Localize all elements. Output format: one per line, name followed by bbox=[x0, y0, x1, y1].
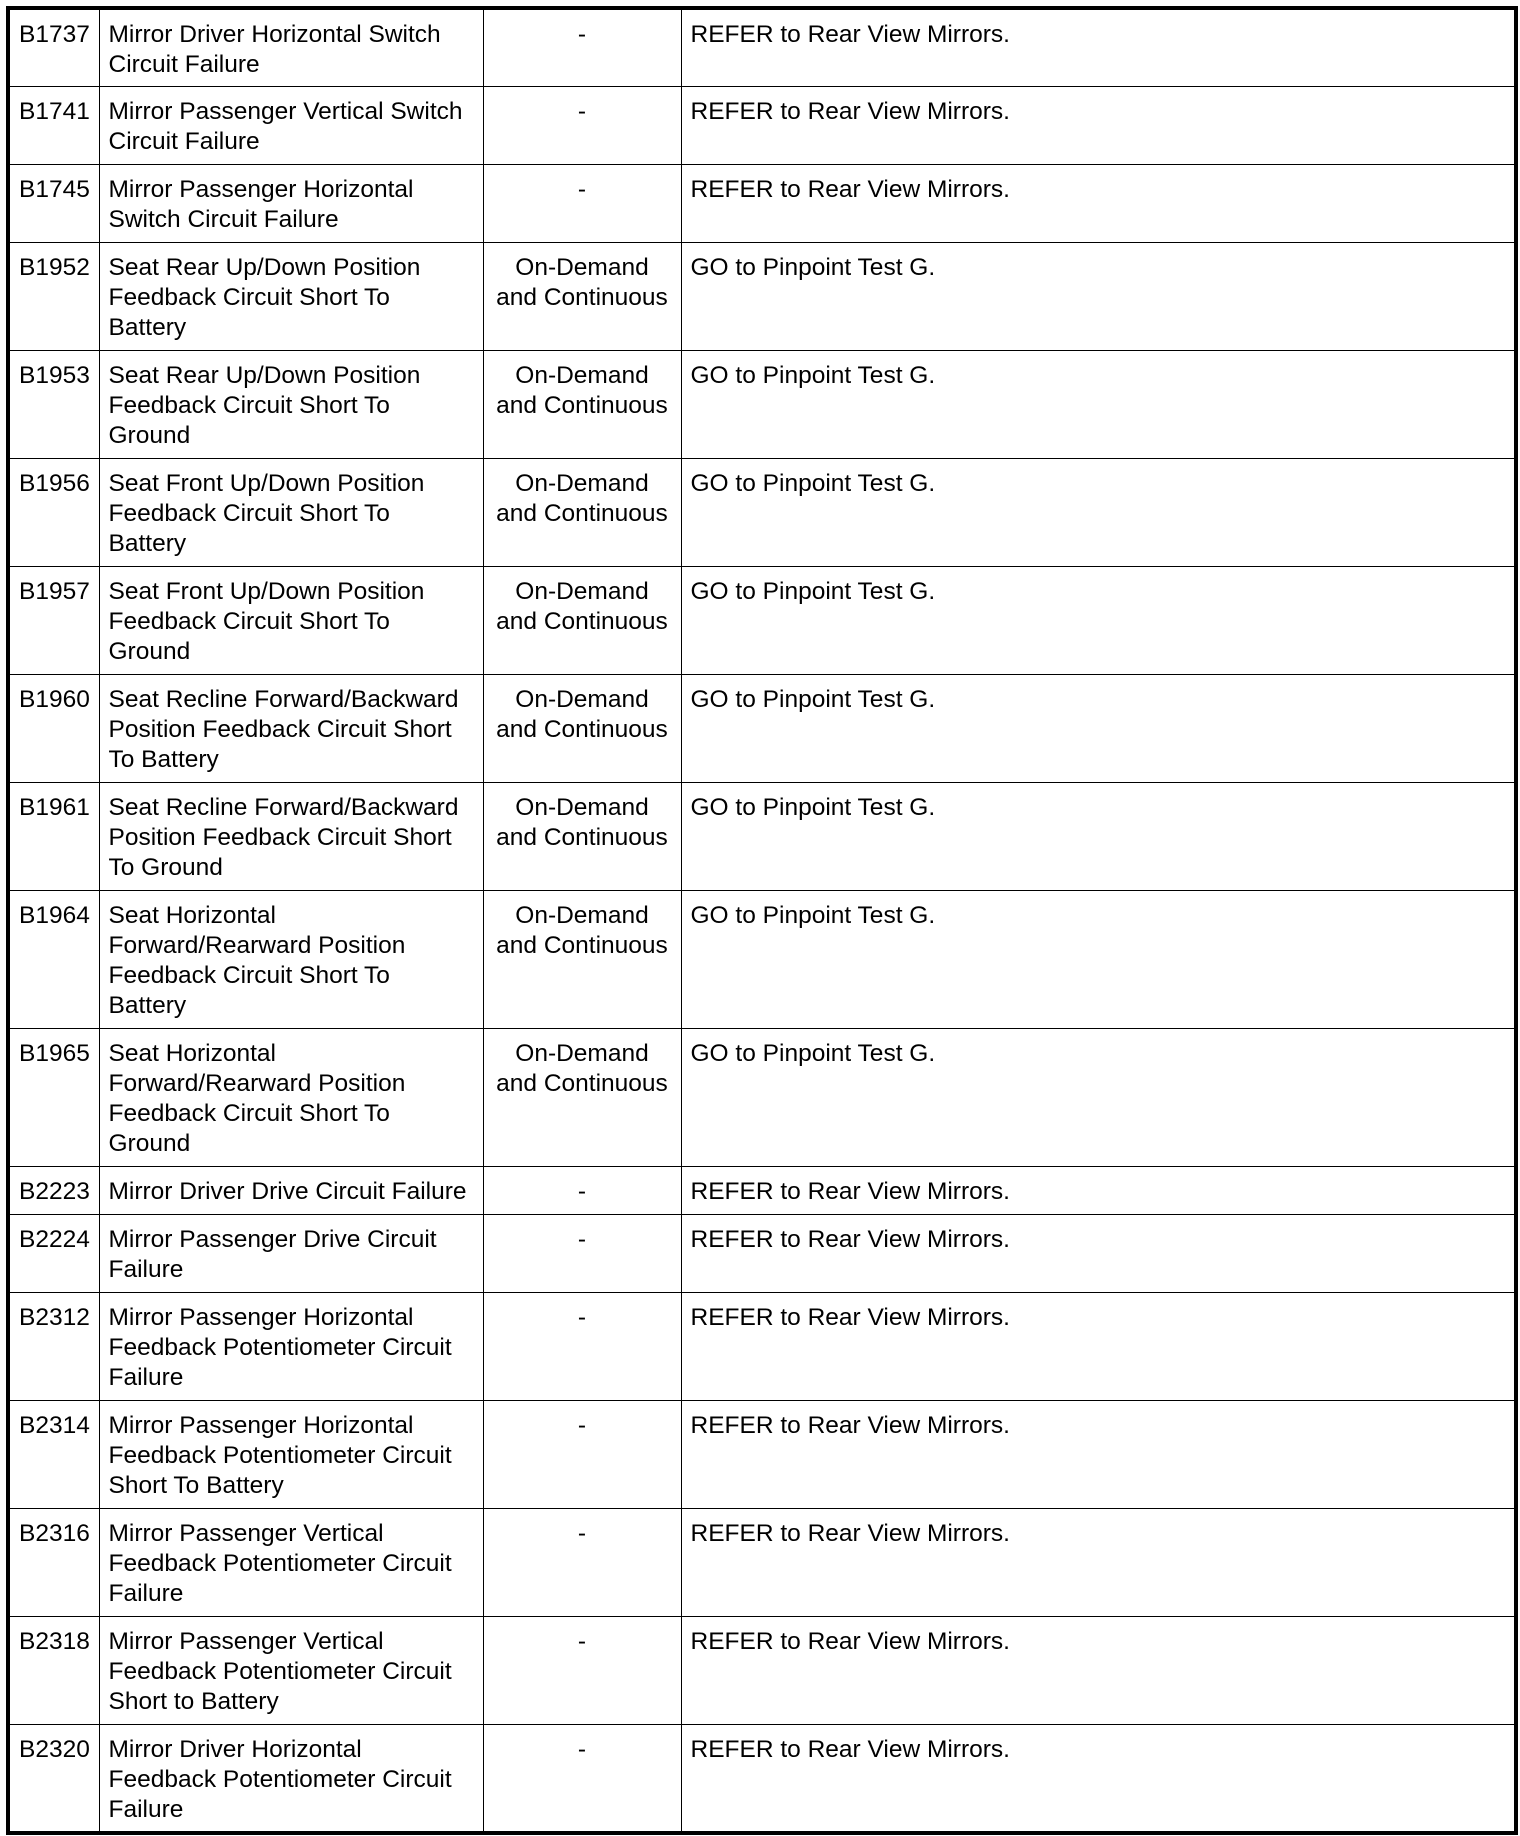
dtc-description-cell: Mirror Passenger Vertical Feedback Potentiometer Circuit Failure bbox=[99, 1509, 483, 1617]
dtc-code-cell: B1964 bbox=[8, 891, 99, 1029]
dtc-action-cell: GO to Pinpoint Test G. bbox=[681, 459, 1516, 567]
dtc-description-cell: Mirror Passenger Vertical Switch Circuit Failure bbox=[99, 87, 483, 165]
dtc-description-cell: Mirror Driver Horizontal Feedback Potentiometer Circuit Failure bbox=[99, 1725, 483, 1834]
dtc-condition-cell: On-Demand and Continuous bbox=[483, 1029, 681, 1167]
table-row bbox=[8, 1725, 1516, 1834]
dtc-condition-cell: On-Demand and Continuous bbox=[483, 783, 681, 891]
table-row bbox=[8, 351, 1516, 459]
dtc-description-cell: Seat Front Up/Down Position Feedback Circuit Short To Ground bbox=[99, 567, 483, 675]
table-row bbox=[8, 87, 1516, 165]
dtc-condition-cell: - bbox=[483, 1509, 681, 1617]
dtc-condition-cell: On-Demand and Continuous bbox=[483, 567, 681, 675]
table-row bbox=[8, 1509, 1516, 1617]
dtc-code-cell: B1745 bbox=[8, 165, 99, 243]
dtc-condition-cell: - bbox=[483, 1293, 681, 1401]
dtc-description-cell: Seat Horizontal Forward/Rearward Position Feedback Circuit Short To Ground bbox=[99, 1029, 483, 1167]
dtc-code-cell: B1953 bbox=[8, 351, 99, 459]
dtc-table-body bbox=[8, 8, 1516, 1833]
dtc-code-cell: B2224 bbox=[8, 1215, 99, 1293]
table-row bbox=[8, 165, 1516, 243]
dtc-action-cell: GO to Pinpoint Test G. bbox=[681, 783, 1516, 891]
dtc-action-cell: REFER to Rear View Mirrors. bbox=[681, 1293, 1516, 1401]
table-row bbox=[8, 459, 1516, 567]
dtc-code-cell: B1956 bbox=[8, 459, 99, 567]
dtc-condition-cell: On-Demand and Continuous bbox=[483, 351, 681, 459]
dtc-description-cell: Seat Rear Up/Down Position Feedback Circuit Short To Ground bbox=[99, 351, 483, 459]
table-row bbox=[8, 8, 1516, 87]
dtc-action-cell: GO to Pinpoint Test G. bbox=[681, 243, 1516, 351]
dtc-condition-cell: On-Demand and Continuous bbox=[483, 891, 681, 1029]
dtc-condition-cell: - bbox=[483, 1725, 681, 1834]
dtc-description-cell: Seat Rear Up/Down Position Feedback Circuit Short To Battery bbox=[99, 243, 483, 351]
dtc-code-cell: B2316 bbox=[8, 1509, 99, 1617]
table-row bbox=[8, 567, 1516, 675]
dtc-description-cell: Mirror Driver Horizontal Switch Circuit Failure bbox=[99, 8, 483, 87]
dtc-condition-cell: - bbox=[483, 8, 681, 87]
dtc-action-cell: REFER to Rear View Mirrors. bbox=[681, 165, 1516, 243]
dtc-code-cell: B1965 bbox=[8, 1029, 99, 1167]
dtc-table bbox=[6, 6, 1518, 1835]
dtc-action-cell: REFER to Rear View Mirrors. bbox=[681, 8, 1516, 87]
dtc-code-cell: B1960 bbox=[8, 675, 99, 783]
dtc-description-cell: Seat Front Up/Down Position Feedback Circuit Short To Battery bbox=[99, 459, 483, 567]
dtc-condition-cell: - bbox=[483, 165, 681, 243]
table-row bbox=[8, 1401, 1516, 1509]
dtc-action-cell: GO to Pinpoint Test G. bbox=[681, 1029, 1516, 1167]
table-row bbox=[8, 1029, 1516, 1167]
dtc-action-cell: REFER to Rear View Mirrors. bbox=[681, 87, 1516, 165]
dtc-action-cell: GO to Pinpoint Test G. bbox=[681, 891, 1516, 1029]
dtc-code-cell: B1952 bbox=[8, 243, 99, 351]
dtc-description-cell: Mirror Passenger Vertical Feedback Potentiometer Circuit Short to Battery bbox=[99, 1617, 483, 1725]
table-row bbox=[8, 675, 1516, 783]
table-row bbox=[8, 1293, 1516, 1401]
table-row bbox=[8, 1617, 1516, 1725]
dtc-condition-cell: - bbox=[483, 87, 681, 165]
dtc-description-cell: Mirror Passenger Horizontal Feedback Potentiometer Circuit Short To Battery bbox=[99, 1401, 483, 1509]
dtc-action-cell: REFER to Rear View Mirrors. bbox=[681, 1509, 1516, 1617]
dtc-condition-cell: On-Demand and Continuous bbox=[483, 459, 681, 567]
table-row bbox=[8, 243, 1516, 351]
dtc-code-cell: B1957 bbox=[8, 567, 99, 675]
dtc-description-cell: Mirror Driver Drive Circuit Failure bbox=[99, 1167, 483, 1215]
dtc-action-cell: REFER to Rear View Mirrors. bbox=[681, 1725, 1516, 1834]
dtc-description-cell: Seat Recline Forward/Backward Position Feedback Circuit Short To Battery bbox=[99, 675, 483, 783]
dtc-action-cell: GO to Pinpoint Test G. bbox=[681, 567, 1516, 675]
dtc-condition-cell: - bbox=[483, 1215, 681, 1293]
dtc-action-cell: REFER to Rear View Mirrors. bbox=[681, 1617, 1516, 1725]
table-row bbox=[8, 1167, 1516, 1215]
dtc-description-cell: Mirror Passenger Horizontal Switch Circuit Failure bbox=[99, 165, 483, 243]
dtc-code-cell: B2312 bbox=[8, 1293, 99, 1401]
dtc-code-cell: B2318 bbox=[8, 1617, 99, 1725]
dtc-description-cell: Seat Horizontal Forward/Rearward Position Feedback Circuit Short To Battery bbox=[99, 891, 483, 1029]
dtc-code-cell: B1961 bbox=[8, 783, 99, 891]
dtc-description-cell: Seat Recline Forward/Backward Position Feedback Circuit Short To Ground bbox=[99, 783, 483, 891]
table-row bbox=[8, 783, 1516, 891]
dtc-action-cell: REFER to Rear View Mirrors. bbox=[681, 1167, 1516, 1215]
dtc-description-cell: Mirror Passenger Horizontal Feedback Potentiometer Circuit Failure bbox=[99, 1293, 483, 1401]
dtc-description-cell: Mirror Passenger Drive Circuit Failure bbox=[99, 1215, 483, 1293]
dtc-condition-cell: - bbox=[483, 1401, 681, 1509]
dtc-code-cell: B2320 bbox=[8, 1725, 99, 1834]
dtc-code-cell: B1737 bbox=[8, 8, 99, 87]
dtc-code-cell: B1741 bbox=[8, 87, 99, 165]
dtc-condition-cell: - bbox=[483, 1617, 681, 1725]
dtc-condition-cell: On-Demand and Continuous bbox=[483, 675, 681, 783]
dtc-action-cell: REFER to Rear View Mirrors. bbox=[681, 1401, 1516, 1509]
table-row bbox=[8, 1215, 1516, 1293]
table-row bbox=[8, 891, 1516, 1029]
dtc-action-cell: REFER to Rear View Mirrors. bbox=[681, 1215, 1516, 1293]
dtc-code-cell: B2314 bbox=[8, 1401, 99, 1509]
dtc-condition-cell: On-Demand and Continuous bbox=[483, 243, 681, 351]
dtc-action-cell: GO to Pinpoint Test G. bbox=[681, 351, 1516, 459]
dtc-code-cell: B2223 bbox=[8, 1167, 99, 1215]
dtc-condition-cell: - bbox=[483, 1167, 681, 1215]
dtc-action-cell: GO to Pinpoint Test G. bbox=[681, 675, 1516, 783]
